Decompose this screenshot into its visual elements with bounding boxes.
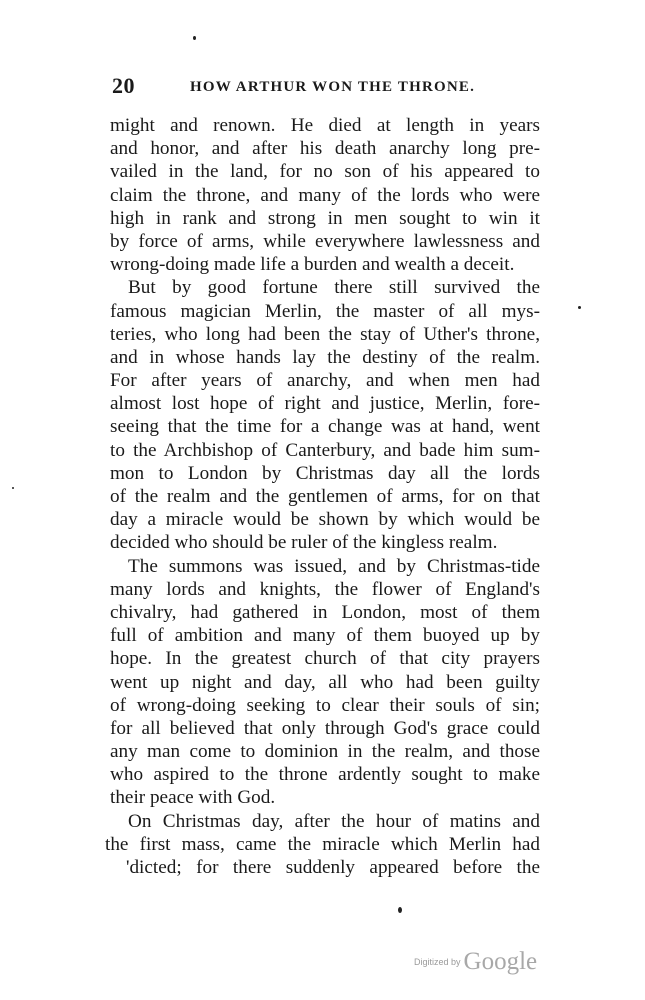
text-line: claim the throne, and many of the lords who were <box>110 184 540 206</box>
text-line: teries, who long had been the stay of Uther's throne, <box>110 323 540 345</box>
text-line: full of ambition and many of them buoyed up by <box>110 625 540 647</box>
text-line: any man come to dominion in the realm, and those <box>110 741 540 763</box>
body-text <box>105 114 540 879</box>
text-line: day a miracle would be shown by which would be <box>110 509 540 531</box>
text-line: famous magician Merlin, the master of all mys- <box>110 300 540 322</box>
ink-speck-bottom <box>398 907 402 913</box>
text-line: of the realm and the gentlemen of arms, for on that <box>110 486 540 507</box>
text-line: For after years of anarchy, and when men had <box>110 370 540 392</box>
text-line: hope. In the greatest church of that city prayers <box>110 648 540 670</box>
text-line: 'dicted; for there suddenly appeared before the <box>126 857 540 878</box>
page-number: 20 <box>112 73 135 98</box>
text-line: seeing that the time for a change was at hand, went <box>110 416 540 438</box>
text-line: by force of arms, while everywhere lawlessness and <box>110 230 540 252</box>
text-line: On Christmas day, after the hour of matins and <box>128 810 540 832</box>
page-header <box>112 73 540 101</box>
text-line: who aspired to the throne ardently sought to make <box>110 764 540 786</box>
text-line: for all believed that only through God's grace could <box>110 717 540 739</box>
digitized-watermark <box>414 948 537 976</box>
text-line: mon to London by Christmas day all the lords <box>110 462 540 484</box>
google-logo: Google <box>463 948 538 975</box>
text-line: The summons was issued, and by Christmas-tide <box>128 555 540 577</box>
text-line: decided who should be ruler of the kingless realm. <box>110 532 498 554</box>
text-line: almost lost hope of right and justice, Merlin, fore- <box>110 393 540 415</box>
ink-speck-left <box>12 487 14 489</box>
text-line: and honor, and after his death anarchy long pre- <box>110 138 540 160</box>
ink-speck-right <box>578 306 581 309</box>
text-line: But by good fortune there still survived the <box>128 277 540 299</box>
text-line: went up night and day, all who had been guilty <box>110 671 540 693</box>
text-line: wrong-doing made life a burden and wealth a deceit. <box>110 254 515 276</box>
text-line: the first mass, came the miracle which Merlin had <box>105 833 540 855</box>
ink-speck-top <box>193 36 196 40</box>
text-line: of wrong-doing seeking to clear their souls of sin; <box>110 694 540 716</box>
text-line: chivalry, had gathered in London, most of them <box>110 601 540 623</box>
text-line: to the Archbishop of Canterbury, and bade him sum- <box>110 439 540 461</box>
text-line: high in rank and strong in men sought to win it <box>110 207 540 229</box>
text-line: many lords and knights, the flower of England's <box>110 578 540 600</box>
running-title: HOW ARTHUR WON THE THRONE. <box>190 79 476 95</box>
text-line: vailed in the land, for no son of his appeared to <box>110 161 540 183</box>
watermark-prefix: Digitized by <box>414 957 461 967</box>
text-line: and in whose hands lay the destiny of the realm. <box>110 346 540 368</box>
text-line: their peace with God. <box>110 787 276 809</box>
text-line: might and renown. He died at length in years <box>110 115 540 136</box>
